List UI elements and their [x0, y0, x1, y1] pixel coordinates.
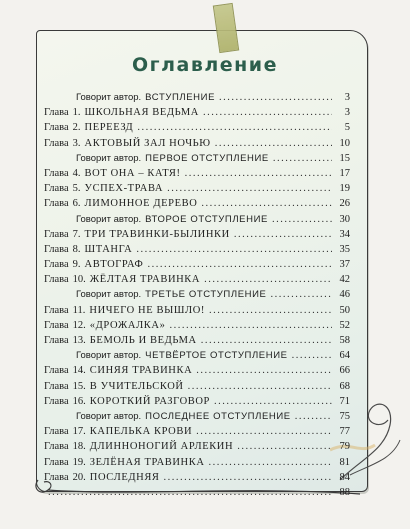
page-number: 15: [339, 152, 350, 164]
page-number: 88: [339, 486, 350, 498]
chapter-label: Глава: [44, 441, 69, 453]
author-prefix: Говорит автор.: [76, 213, 142, 225]
dot-leader: [292, 350, 332, 361]
dot-leader: [214, 396, 332, 407]
toc-author-entry: [44, 289, 350, 304]
chapter-number: 20.: [72, 471, 86, 483]
toc-chapter-entry: [44, 244, 350, 259]
chapter-number: 17.: [72, 426, 86, 438]
dot-leader: [136, 244, 332, 255]
toc-author-entry: [44, 92, 350, 107]
toc-author-entry: [44, 214, 350, 229]
chapter-label: Глава: [44, 395, 69, 407]
toc-chapter-entry: [44, 107, 350, 122]
toc-chapter-entry: [44, 259, 350, 274]
page-number: 26: [339, 198, 350, 210]
chapter-label: Глава: [44, 122, 69, 134]
chapter-number: 7.: [72, 228, 81, 240]
chapter-number: 19.: [72, 456, 86, 468]
chapter-label: Глава: [44, 107, 69, 119]
chapter-number: 9.: [72, 259, 81, 271]
entry-title: «ДРОЖАЛКА»: [89, 319, 166, 331]
dot-leader: [188, 381, 332, 392]
author-prefix: Говорит автор.: [76, 410, 142, 422]
page-number: 84: [339, 471, 350, 483]
dot-leader: [201, 335, 332, 346]
chapter-number: 14.: [72, 365, 86, 377]
entry-title: УСПЕХ-ТРАВА: [84, 183, 164, 195]
chapter-number: 13.: [72, 335, 86, 346]
page-number: 58: [339, 335, 350, 346]
toc-chapter-entry: [44, 441, 350, 456]
author-prefix: Говорит автор.: [76, 92, 142, 103]
toc-author-entry: [44, 411, 350, 426]
entry-title: ПЕРВОЕ ОТСТУПЛЕНИЕ: [145, 152, 269, 164]
chapter-label: Глава: [44, 274, 69, 286]
dot-leader: [237, 441, 332, 452]
entry-title: КОРОТКИЙ РАЗГОВОР: [89, 395, 210, 407]
toc-chapter-entry: [44, 320, 350, 335]
entry-title: ВТОРОЕ ОТСТУПЛЕНИЕ: [145, 213, 268, 225]
dot-leader: [234, 229, 332, 240]
page-number: 77: [339, 426, 350, 438]
chapter-number: 12.: [72, 319, 86, 331]
toc-author-entry: [44, 350, 350, 365]
entry-title: ВСТУПЛЕНИЕ: [145, 92, 215, 103]
dot-leader: [209, 457, 332, 468]
toc-chapter-entry: [44, 138, 350, 153]
toc-chapter-entry: [44, 305, 350, 320]
page-number: 3: [344, 92, 350, 103]
dot-leader: [196, 426, 332, 437]
chapter-label: Глава: [44, 167, 69, 179]
entry-title: ВОТ ОНА – КАТЯ!: [84, 167, 181, 179]
page-number: 10: [339, 137, 350, 149]
chapter-label: Глава: [44, 319, 69, 331]
dot-leader: [196, 365, 332, 376]
page-number: 19: [339, 183, 350, 195]
toc-chapter-entry: [44, 365, 350, 380]
chapter-number: 15.: [72, 380, 86, 392]
toc-chapter-entry: [44, 274, 350, 289]
author-prefix: Говорит автор.: [76, 289, 142, 301]
dot-leader: [204, 274, 332, 285]
entry-title: ПЕРЕЕЗД: [84, 122, 134, 134]
page-number: 66: [339, 365, 350, 377]
author-prefix: Говорит автор.: [76, 350, 142, 362]
entry-title: ТРЕТЬЕ ОТСТУПЛЕНИЕ: [145, 289, 267, 301]
chapter-label: Глава: [44, 365, 69, 377]
toc-chapter-entry: [44, 457, 350, 472]
page-number: 35: [339, 243, 350, 255]
chapter-number: 16.: [72, 395, 86, 407]
dot-leader: [270, 289, 332, 300]
entry-title: ЖЁЛТАЯ ТРАВИНКА: [89, 274, 201, 286]
chapter-label: Глава: [44, 380, 69, 392]
entry-title: ЧЕТВЁРТОЕ ОТСТУПЛЕНИЕ: [145, 350, 288, 362]
toc-chapter-entry: [44, 122, 350, 137]
entry-title: ПОСЛЕДНЕЕ ОТСТУПЛЕНИЕ: [145, 410, 291, 422]
entry-title: АВТОГРАФ: [84, 259, 144, 271]
page-number: 5: [344, 122, 350, 134]
entry-title: СИНЯЯ ТРАВИНКА: [89, 365, 193, 377]
entry-title: НИЧЕГО НЕ ВЫШЛО!: [89, 304, 206, 316]
entry-title: ЗЕЛЁНАЯ ТРАВИНКА: [89, 456, 205, 468]
chapter-label: Глава: [44, 456, 69, 468]
dot-leader: [137, 122, 332, 133]
page-number: 79: [339, 441, 350, 453]
chapter-number: 4.: [72, 167, 81, 179]
page-title: Оглавление: [132, 54, 278, 76]
page-number: 30: [339, 213, 350, 225]
page-number: 37: [339, 259, 350, 271]
chapter-number: 6.: [72, 198, 81, 210]
entry-title: КАПЕЛЬКА КРОВИ: [89, 426, 193, 438]
page-number: 71: [339, 395, 350, 407]
chapter-label: Глава: [44, 259, 69, 271]
entry-title: ШТАНГА: [84, 243, 133, 255]
table-of-contents: [44, 92, 350, 502]
chapter-number: 18.: [72, 441, 86, 453]
chapter-number: 1.: [72, 107, 81, 119]
page-number: 52: [339, 319, 350, 331]
dot-leader: [185, 168, 332, 179]
dot-leader: [167, 183, 332, 194]
chapter-label: Глава: [44, 335, 69, 346]
entry-title: В УЧИТЕЛЬСКОЙ: [89, 380, 184, 392]
page-number: 75: [339, 410, 350, 422]
page-number: 3: [344, 107, 350, 119]
toc-chapter-entry: [44, 168, 350, 183]
entry-title: АКТОВЫЙ ЗАЛ НОЧЬЮ: [84, 137, 211, 149]
chapter-number: 2.: [72, 122, 81, 134]
chapter-label: Глава: [44, 304, 69, 316]
page-number: 81: [339, 456, 350, 468]
author-prefix: Говорит автор.: [76, 152, 142, 164]
chapter-label: Глава: [44, 243, 69, 255]
page-number: 50: [339, 304, 350, 316]
dot-leader: [169, 320, 332, 331]
chapter-number: 10.: [72, 274, 86, 286]
toc-chapter-entry: [44, 229, 350, 244]
chapter-number: 3.: [72, 137, 81, 149]
chapter-number: 8.: [72, 243, 81, 255]
chapter-number: 11.: [72, 304, 86, 316]
dot-leader: [295, 411, 332, 422]
toc-chapter-entry: [44, 426, 350, 441]
chapter-label: Глава: [44, 228, 69, 240]
dot-leader: [219, 92, 332, 103]
entry-title: ТРИ ТРАВИНКИ-БЫЛИНКИ: [84, 228, 230, 240]
chapter-label: Глава: [44, 471, 69, 483]
page-number: 17: [339, 167, 350, 179]
toc-chapter-entry: [44, 183, 350, 198]
chapter-label: Глава: [44, 198, 69, 210]
dot-leader: [48, 487, 332, 498]
toc-chapter-entry: [44, 381, 350, 396]
dot-leader: [215, 138, 332, 149]
entry-title: ДЛИННОНОГИЙ АРЛЕКИН: [89, 441, 234, 453]
chapter-number: 5.: [72, 183, 81, 195]
toc-chapter-entry: [44, 487, 350, 502]
page-number: 34: [339, 228, 350, 240]
chapter-label: Глава: [44, 183, 69, 195]
toc-chapter-entry: [44, 198, 350, 213]
entry-title: ШКОЛЬНАЯ ВЕДЬМА: [84, 107, 199, 119]
dot-leader: [209, 305, 332, 316]
page-number: 46: [339, 289, 350, 301]
dot-leader: [201, 198, 332, 209]
toc-author-entry: [44, 153, 350, 168]
dot-leader: [273, 153, 332, 164]
dot-leader: [147, 259, 332, 270]
toc-chapter-entry: [44, 396, 350, 411]
toc-chapter-entry: [44, 335, 350, 350]
page-number: 42: [339, 274, 350, 286]
chapter-label: Глава: [44, 137, 69, 149]
chapter-label: Глава: [44, 426, 69, 438]
page-number: 68: [339, 380, 350, 392]
dot-leader: [203, 107, 332, 118]
page-number: 64: [339, 350, 350, 362]
dot-leader: [272, 214, 332, 225]
dot-leader: [164, 472, 332, 483]
entry-title: БЕМОЛЬ И ВЕДЬМА: [89, 335, 197, 346]
entry-title: ПОСЛЕДНЯЯ: [89, 471, 160, 483]
toc-chapter-entry: [44, 472, 350, 487]
entry-title: ЛИМОННОЕ ДЕРЕВО: [84, 198, 198, 210]
